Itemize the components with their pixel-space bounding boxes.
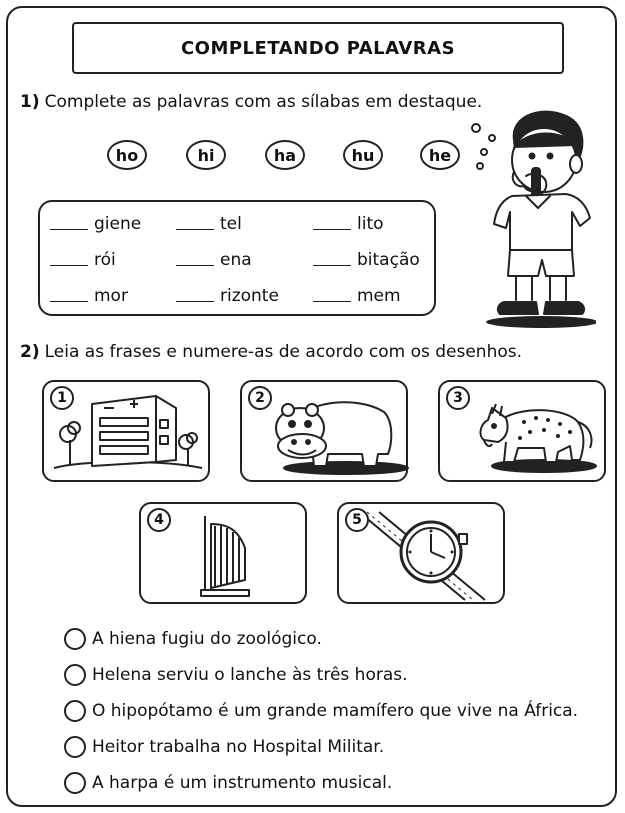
boy-brushing-teeth-icon [466,100,596,336]
word-fragment: mem [357,286,401,306]
word-item[interactable] [176,214,242,234]
answer-circle[interactable] [64,664,86,686]
sentence-item [64,736,384,758]
sentence-item [64,700,578,722]
blank-line[interactable] [50,264,88,266]
question-2 [20,342,522,362]
word-item[interactable] [313,214,384,234]
sentence-text: Heitor trabalha no Hospital Militar. [92,737,385,757]
word-fragment: ena [220,250,252,270]
word-item[interactable] [176,286,279,306]
picture-number: 2 [248,386,272,410]
blank-line[interactable] [313,228,351,230]
sentence-item [64,664,408,686]
word-item[interactable] [50,250,116,270]
answer-circle[interactable] [64,700,86,722]
word-fragment: mor [94,286,128,306]
question-1-text: Complete as palavras com as sílabas em destaque. [44,92,483,112]
page-title: COMPLETANDO PALAVRAS [72,22,564,74]
syllable-ho: ho [107,140,147,170]
question-1-number: 1) [20,92,40,112]
picture-hospital [42,380,210,482]
sentence-item [64,772,392,794]
word-item[interactable] [313,250,420,270]
answer-circle[interactable] [64,772,86,794]
question-1 [20,92,482,112]
blank-line[interactable] [313,264,351,266]
sentence-text: O hipopótamo é um grande mamífero que vive na África. [92,701,579,721]
picture-number: 3 [446,386,470,410]
word-fragment: rizonte [220,286,279,306]
sentence-item [64,628,322,650]
blank-line[interactable] [313,300,351,302]
blank-line[interactable] [176,264,214,266]
blank-line[interactable] [50,228,88,230]
word-item[interactable] [176,250,252,270]
word-fragment: rói [94,250,116,270]
picture-hyena [438,380,606,482]
picture-number: 1 [50,386,74,410]
word-fragment: bitação [357,250,420,270]
question-2-number: 2) [20,342,40,362]
syllable-hi: hi [186,140,226,170]
syllable-he: he [420,140,460,170]
word-item[interactable] [313,286,401,306]
answer-circle[interactable] [64,736,86,758]
sentence-text: A hiena fugiu do zoológico. [92,629,322,649]
blank-line[interactable] [176,228,214,230]
word-fragment: giene [94,214,142,234]
picture-number: 5 [345,508,369,532]
word-item[interactable] [50,286,128,306]
blank-line[interactable] [50,300,88,302]
picture-hippopotamus [240,380,408,482]
sentence-text: Helena serviu o lanche às três horas. [92,665,408,685]
answer-circle[interactable] [64,628,86,650]
picture-number: 4 [147,508,171,532]
syllable-ha: ha [265,140,305,170]
word-fragment: tel [220,214,242,234]
sentence-text: A harpa é um instrumento musical. [92,773,393,793]
blank-line[interactable] [176,300,214,302]
question-2-text: Leia as frases e numere-as de acordo com os desenhos. [44,342,523,362]
syllable-hu: hu [343,140,383,170]
word-item[interactable] [50,214,141,234]
picture-harp [139,502,307,604]
word-fragment: lito [357,214,384,234]
picture-watch [337,502,505,604]
